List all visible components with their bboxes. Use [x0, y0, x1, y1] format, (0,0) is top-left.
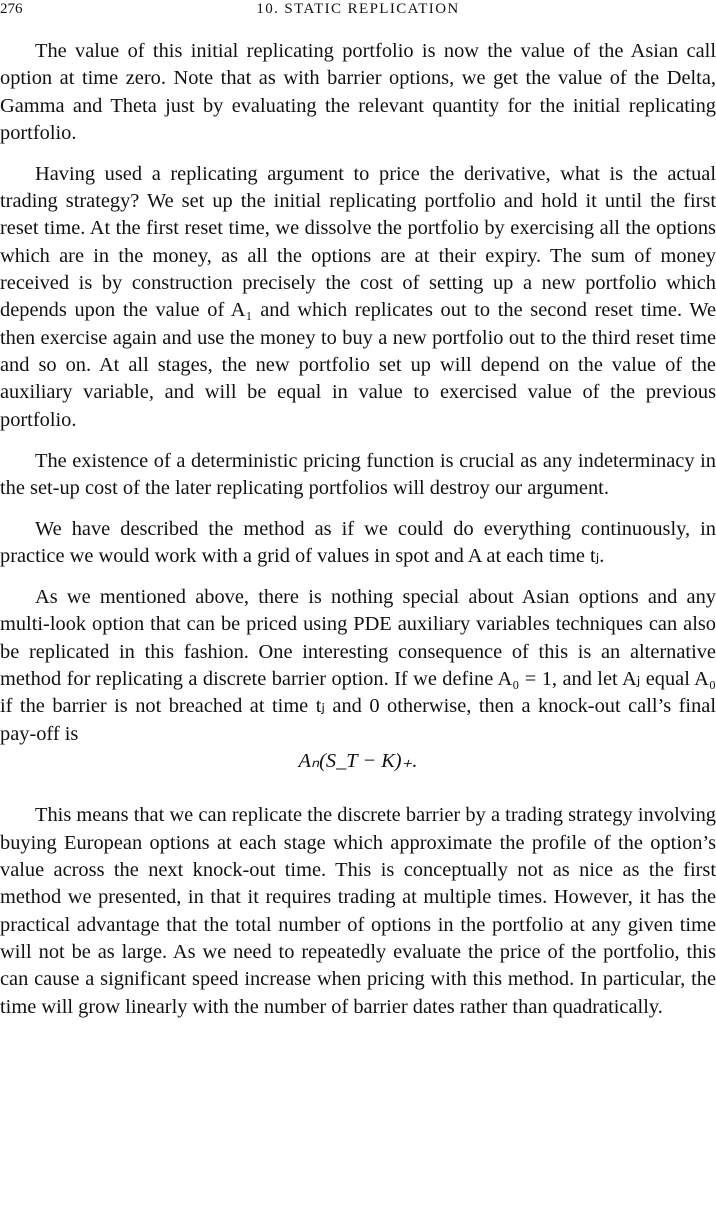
- running-head: [0, 0, 716, 20]
- display-equation: Aₙ(S_T − K)₊.: [298, 749, 418, 772]
- paragraph-5: As we mentioned above, there is nothing special about Asian options and any multi-look option that can be priced using PDE auxiliary variables techniques can also be replicated in this fashion. One interesting consequence of this is an alternative method for replicating a discrete barrier option. If we define A₀ = 1, and let Aⱼ equal A₀ if the barrier is not breached at time tⱼ and 0 otherwise, then a knock-out call’s final pay-off is: [0, 586, 716, 745]
- paragraph-6: This means that we can replicate the discrete barrier by a trading strategy involving buying European options at each stage which approximate the profile of the option’s value across the next knock-out time. This is conceptually not as nice as the first method we presented, in that it requires trading at multiple times. However, it has the practical advantage that the total number of options in the portfolio at any given time will not be as large. As we need to repeatedly evaluate the price of the portfolio, this can cause a significant speed increase when pricing with this method. In particular, the time will grow linearly with the number of barrier dates rather than quadratically.: [0, 804, 716, 1018]
- chapter-title: 10. STATIC REPLICATION: [256, 1, 460, 17]
- paragraph-2: Having used a replicating argument to price the derivative, what is the actual trading strategy? We set up the initial replicating portfolio and hold it until the first reset time. At the first reset time, we dissolve the portfolio by exercising all the options which are in the money, as all the options are at their expiry. The sum of money received is by construction precisely the cost of setting up a new portfolio which depends upon the value of A₁ and which replicates out to the second reset time. We then exercise again and use the money to buy a new portfolio out to the third reset time and so on. At all stages, the new portfolio set up will depend on the value of the auxiliary variable, and will be equal in value to exercised value of the previous portfolio.: [0, 162, 716, 431]
- body-text: [0, 38, 716, 1035]
- paragraph-4: We have described the method as if we could do everything continuously, in practice we would work with a grid of values in spot and A at each time tⱼ.: [0, 517, 716, 568]
- paragraph-3: The existence of a deterministic pricing function is crucial as any indeterminacy in the set-up cost of the later replicating portfolios will destroy our argument.: [0, 449, 716, 499]
- paragraph-1: The value of this initial replicating portfolio is now the value of the Asian call option at time zero. Note that as with barrier options, we get the value of the Delta, Gamma and Theta just by evaluating the relevant quantity for the initial replicating portfolio.: [0, 40, 716, 144]
- page-number: 276: [0, 1, 23, 17]
